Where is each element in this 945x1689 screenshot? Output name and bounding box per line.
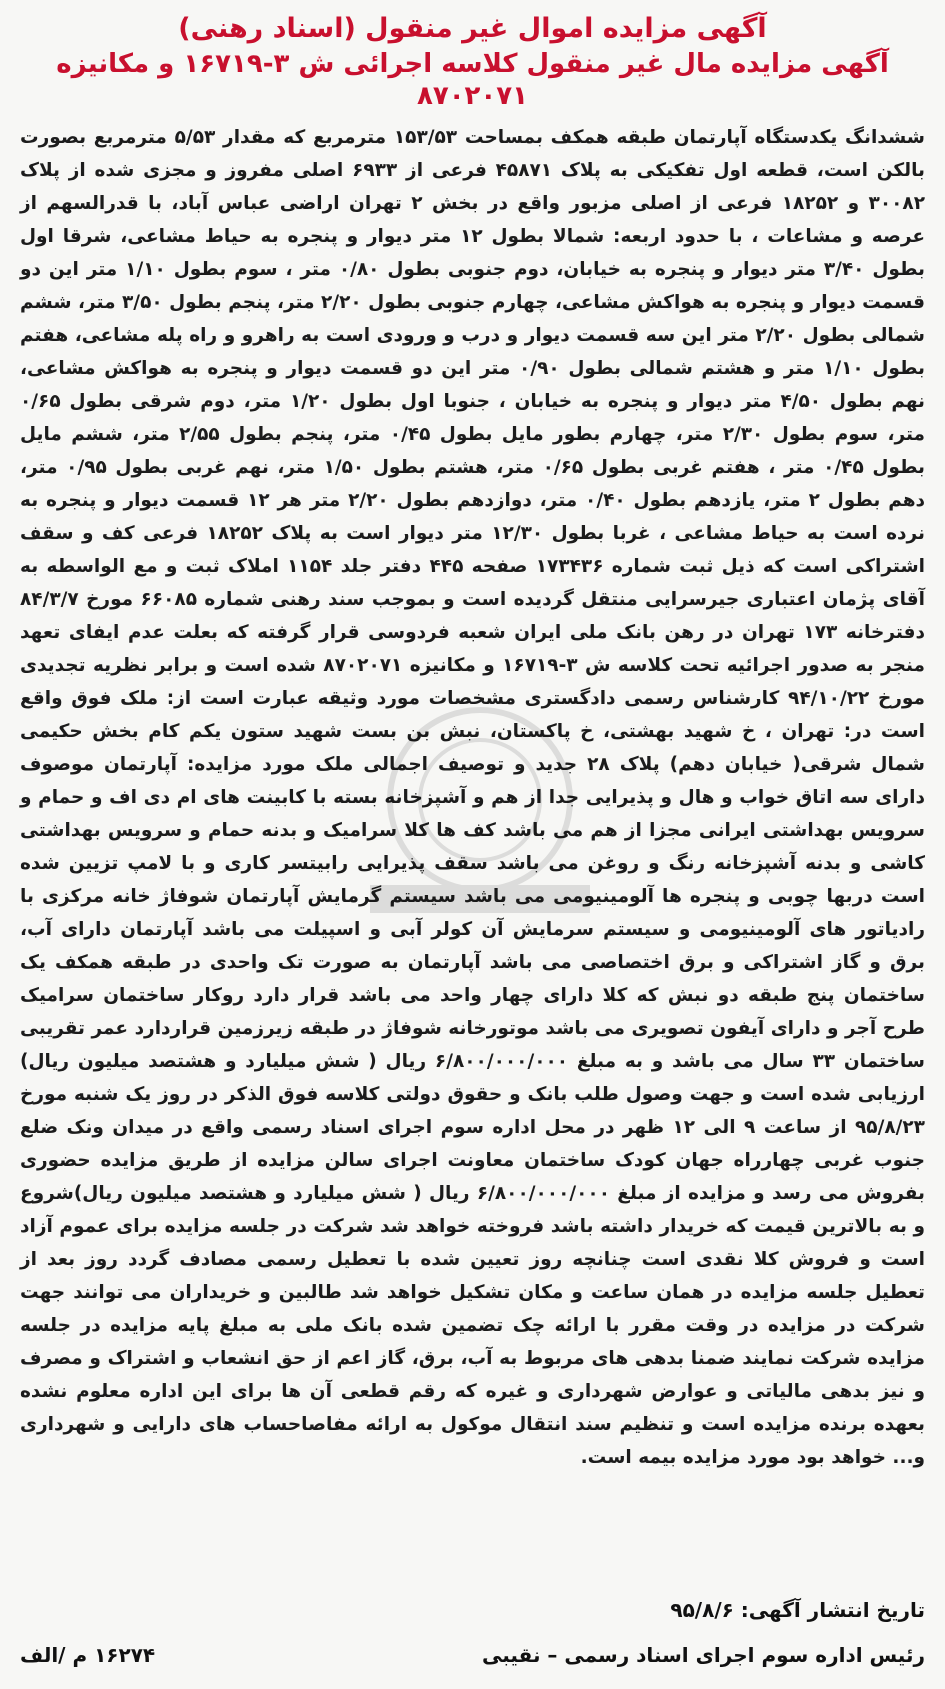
signature: رئیس اداره سوم اجرای اسناد رسمی – نقیبی <box>481 1643 925 1667</box>
auction-body-text: ششدانگ یکدستگاه آپارتمان طبقه همکف بمساحت ۱۵۳/۵۳ مترمربع که مقدار ۵/۵۳ مترمربع بصورت بالکن است، قطعه اول تفکیکی به پلاک ۴۵۸۷۱ فرعی از ۶۹۳۳ اصلی مفروز و مجزی شده از پلاک ۳۰۰۸۲ و ۱۸۲۵۲ فرعی از اصلی مزبور واقع در بخش ۲ تهران اراضی عباس آباد، با قدرالسهم از عرصه و مشاعات ، با حدود اربعه: شمالا بطول ۱۲ متر دیوار و پنجره به حیاط مشاعی، شرقا اول بطول ۳/۴۰ متر دیوار و پنجره به خیابان، دوم جنوبی بطول ۰/۸۰ متر ، سوم بطول ۱/۱۰ متر این دو قسمت دیوار و پنجره به هواکش مشاعی، چهارم جنوبی بطول ۲/۲۰ متر، پنجم بطول ۳/۵۰ متر، ششم شمالی بطول ۲/۲۰ متر این سه قسمت دیوار و درب و ورودی است به راهرو و راه پله مشاعی، هفتم بطول ۱/۱۰ متر و هشتم شمالی بطول ۰/۹۰ متر این دو قسمت دیوار و پنجره به هواکش مشاعی، نهم بطول ۴/۵۰ متر دیوار و پنجره به خیابان ، جنوبا اول بطول ۱/۲۰ متر، دوم شرقی بطول ۰/۶۵ متر، سوم بطول ۲/۳۰ متر، چهارم بطور مایل بطول ۰/۴۵ متر، پنجم بطول ۲/۵۵ متر، ششم مایل بطول ۰/۴۵ متر ، هفتم غربی بطول ۰/۶۵ متر، هشتم بطول ۱/۵۰ متر، نهم غربی بطول ۰/۹۵ متر، دهم بطول ۲ متر، یازدهم بطول ۰/۴۰ متر، دوازدهم بطول ۲/۲۰ متر هر ۱۲ قسمت دیوار و پنجره به نرده است به حیاط مشاعی ، غربا بطول ۱۲/۳۰ متر دیوار است به پلاک ۱۸۲۵۲ فرعی کف و سقف اشتراکی است که ذیل ثبت شماره ۱۷۳۴۳۶ صفحه ۴۴۵ دفتر جلد ۱۱۵۴ املاک ثبت و مع الواسطه به آقای پژمان اعتباری جیرسرایی منتقل گردیده است و بموجب سند رهنی شماره ۶۶۰۸۵ مورخ ۸۴/۳/۷ دفترخانه ۱۷۳ تهران در رهن بانک ملی ایران شعبه فردوسی قرار گرفته که بعلت عدم ایفای تعهد منجر به صدور اجرائیه تحت کلاسه ش ۳-۱۶۷۱۹ و مکانیزه ۸۷۰۲۰۷۱ شده است و برابر نظریه تجدیدی مورخ ۹۴/۱۰/۲۲ کارشناس رسمی دادگستری مشخصات مورد وثیقه عبارت است از: ملک فوق واقع است در: تهران ، خ شهید بهشتی، خ پاکستان، نبش بن بست شهید ستون یکم کام بخش حکیمی شمال شرقی( خیابان دهم) پلاک ۲۸ جدید و توصیف اجمالی ملک مورد مزایده: آپارتمان موصوف دارای سه اتاق خواب و هال و پذیرایی جدا از هم و آشپزخانه بسته با کابینت های ام دی اف و حمام و سرویس بهداشتی ایرانی مجزا از هم می باشد کف ها کلا سرامیک و بدنه حمام و سرویس بهداشتی کاشی و بدنه آشپزخانه رنگ و روغن می باشد سقف پذیرایی رابیتسر کاری و با لامپ تزیین شده است دربها چوبی و پنجره ها آلومینیومی می باشد سیستم گرمایش آپارتمان شوفاژ خانه مرکزی با رادیاتور های آلومینیومی و سیستم سرمایش آن کولر آبی و اسپیلت می باشد آپارتمان دارای آب، برق و گاز اشتراکی و برق اختصاصی می باشد آپارتمان به صورت تک واحدی در طبقه همکف یک ساختمان پنج طبقه دو نبش که کلا دارای چهار واحد می باشد قرار دارد روکار ساختمان سرامیک طرح آجر و دارای آیفون تصویری می باشد موتورخانه شوفاژ در طبقه زیرزمین قراردارد عمر تقریبی ساختمان ۳۳ سال می باشد و به مبلغ ۶/۸۰۰/۰۰۰/۰۰۰ ریال ( شش میلیارد و هشتصد میلیون ریال) ارزیابی شده است و جهت وصول طلب بانک و حقوق دولتی کلاسه فوق الذکر در روز یک شنبه مورخ ۹۵/۸/۲۳ از ساعت ۹ الی ۱۲ ظهر در محل اداره سوم اجرای اسناد رسمی واقع در میدان ونک ضلع جنوب غربی چهارراه جهان کودک ساختمان معاونت اجرای سالن مزایده از طریق مزایده حضوری بفروش می رسد و مزایده از مبلغ ۶/۸۰۰/۰۰۰/۰۰۰ ریال ( شش میلیارد و هشتصد میلیون ریال)شروع و به بالاترین قیمت که خریدار داشته باشد فروخته خواهد شد شرکت در جلسه مزایده برای عموم آزاد است و فروش کلا نقدی است چنانچه روز تعیین شده با تعطیل رسمی مصادف گردد روز بعد از تعطیل جلسه مزایده در همان ساعت و مکان تشکیل خواهد شد طالبین و خریداران می توانند جهت شرکت در مزایده در وقت مقرر با ارائه چک تضمین شده بانک ملی به مبلغ پایه مزایده در جلسه مزایده شرکت نمایند ضمنا بدهی های مربوط به آب، برق، گاز اعم از حق انشعاب و اشتراک و مصرف و نیز بدهی مالیاتی و عوارض شهرداری و غیره که رقم قطعی آن ها برای این اداره معلوم نشده بعهده برنده مزایده است و تنظیم سند انتقال موکول به ارائه مفاصاحساب های دارایی و شهرداری و... خواهد بود مورد مزایده بیمه است. <box>20 126 926 1468</box>
footer-row <box>20 1635 925 1675</box>
reference-number: ۱۶۲۷۴ م /الف <box>20 1643 156 1667</box>
publication-date: تاریخ انتشار آگهی: ۹۵/۸/۶ <box>670 1598 925 1622</box>
auction-subtitle: آگهی مزایده مال غیر منقول کلاسه اجرائی ش ۳-۱۶۷۱۹ و مکانیزه ۸۷۰۲۰۷۱ <box>56 48 889 112</box>
footer <box>20 1593 925 1675</box>
page-title: آگهی مزایده اموال غیر منقول (اسناد رهنی) <box>178 13 767 44</box>
